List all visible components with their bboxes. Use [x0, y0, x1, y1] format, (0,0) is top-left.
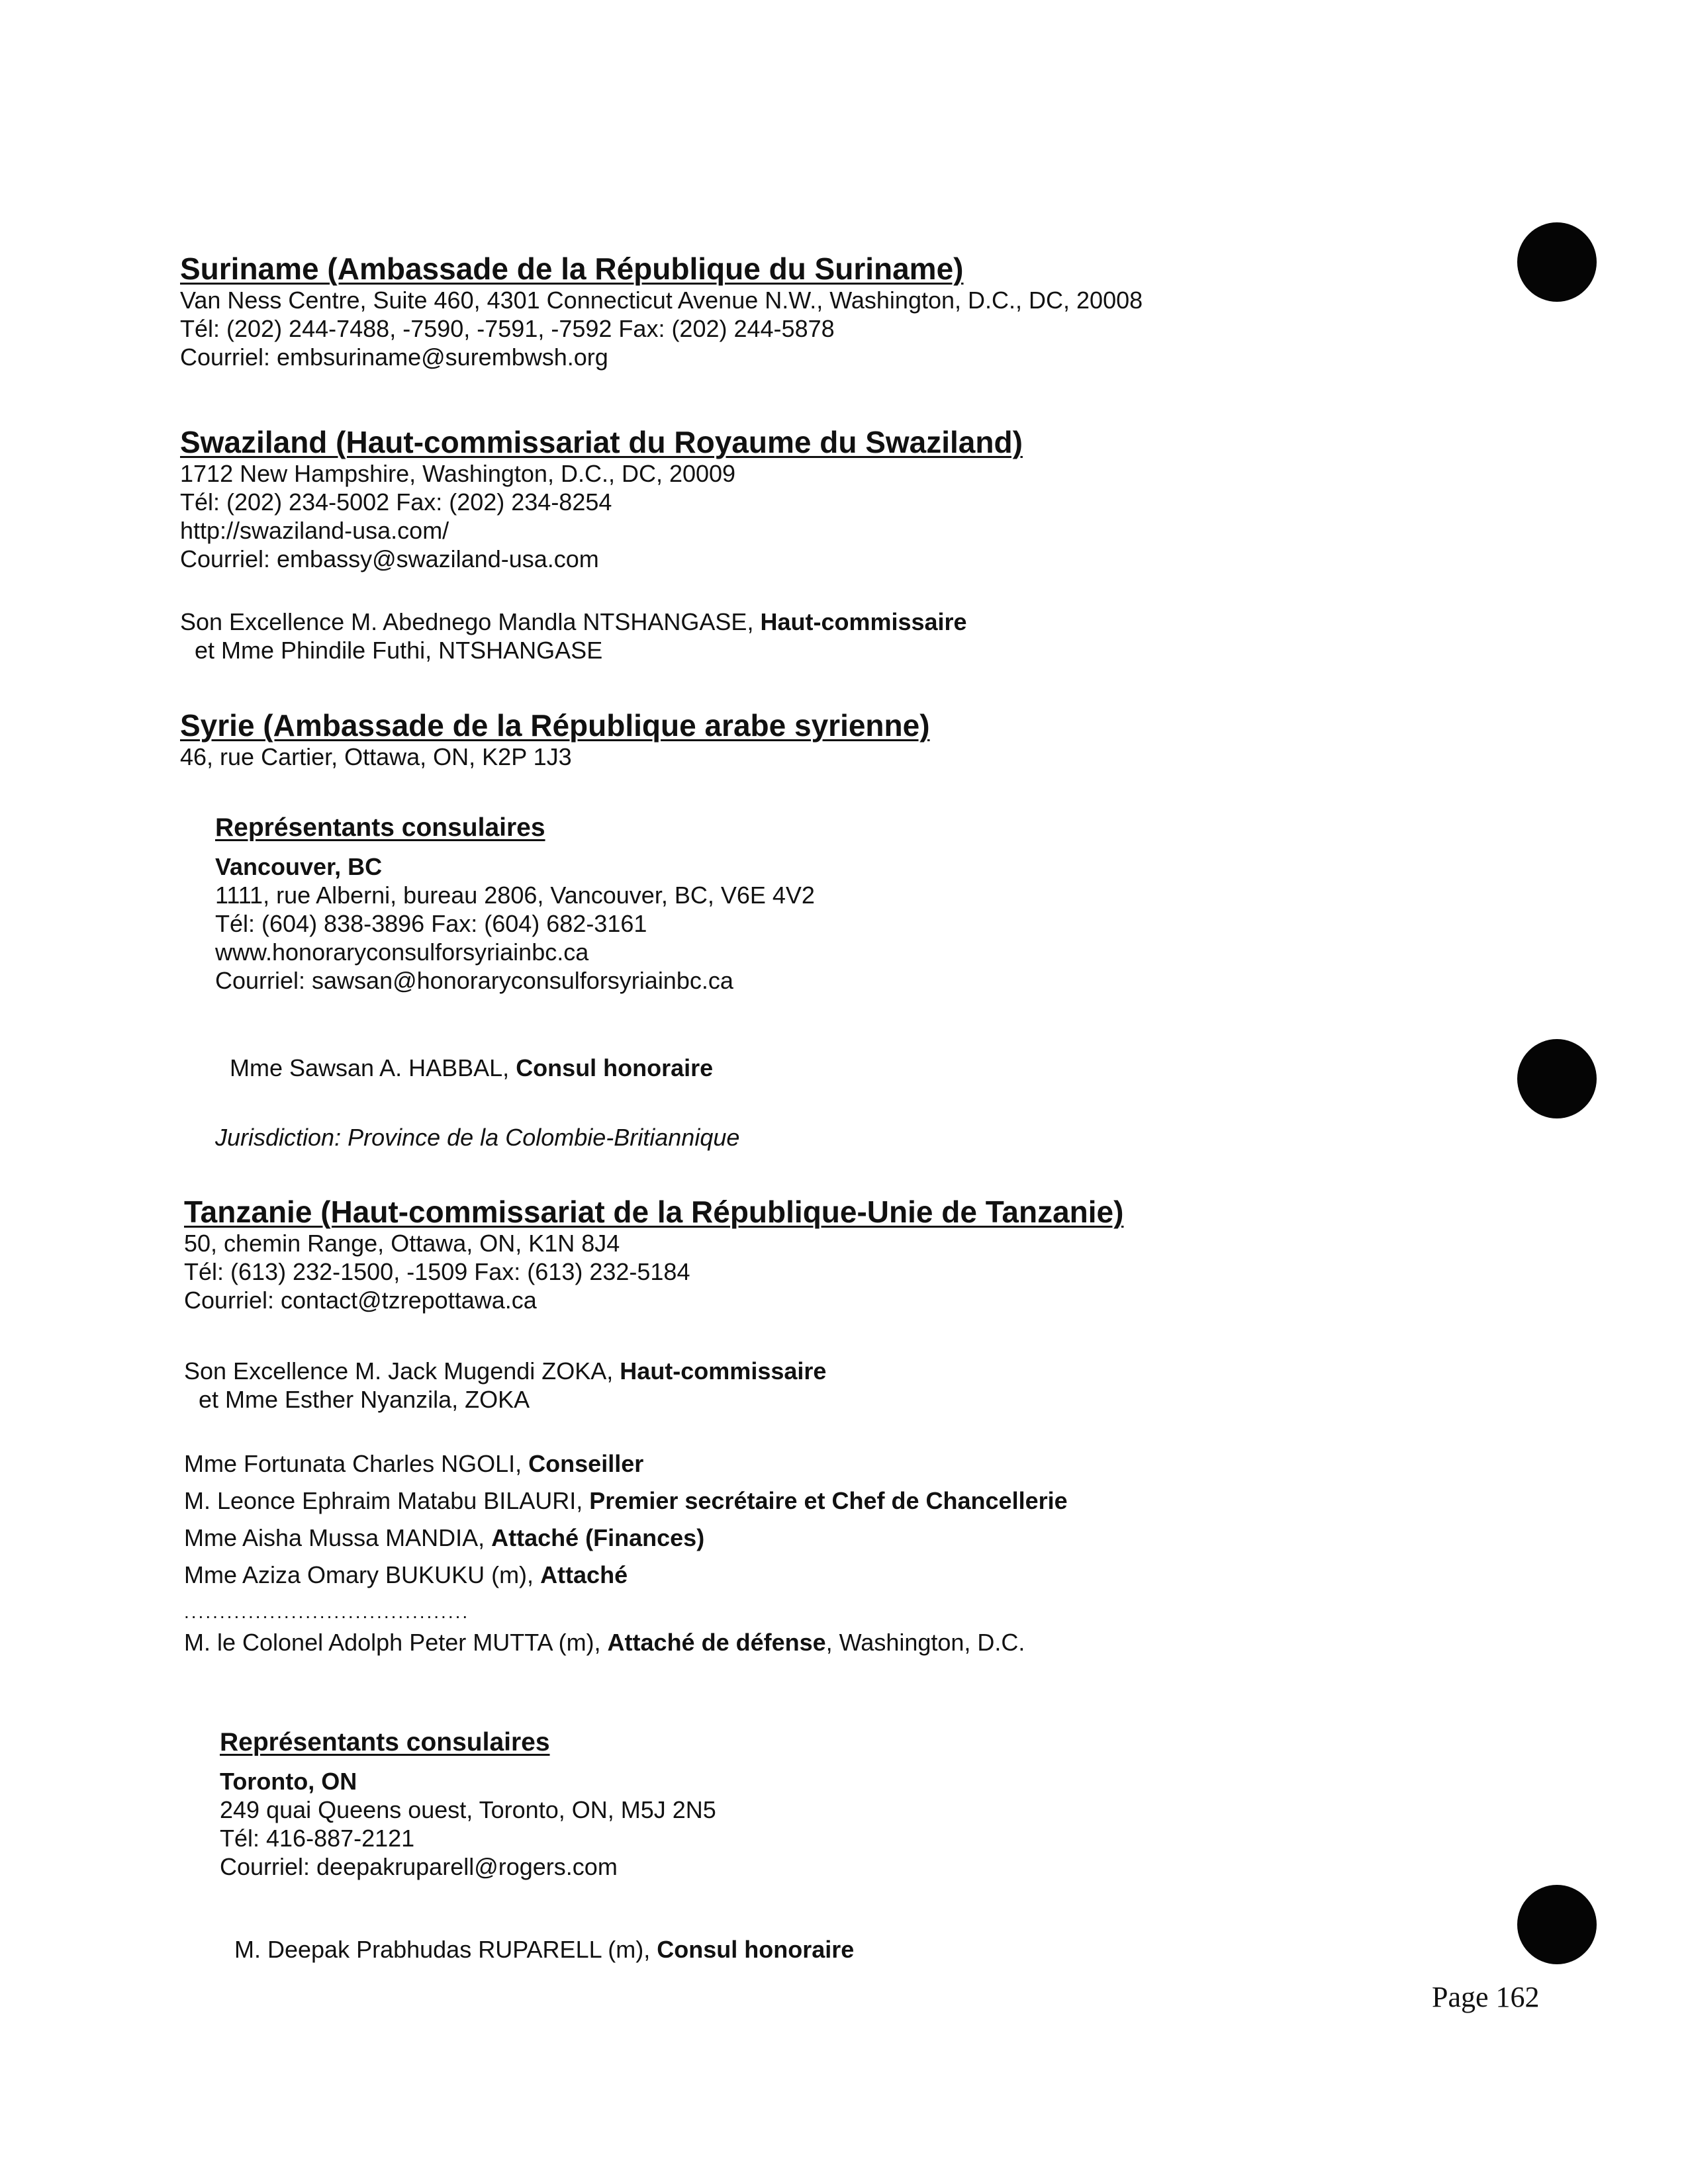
- person-title: Consul honoraire: [657, 1936, 855, 1963]
- syrie-consul: [230, 1054, 713, 1082]
- address-line: 1111, rue Alberni, bureau 2806, Vancouver, BC, V6E 4V2: [215, 882, 815, 909]
- phone-line: Tél: (613) 232-1500, -1509 Fax: (613) 232-5184: [184, 1258, 690, 1285]
- consular-heading: Représentants consulaires: [220, 1728, 550, 1756]
- syrie-jurisdiction: [215, 1123, 739, 1152]
- separator-dots: ........................................: [184, 1602, 470, 1622]
- person-name: M. Deepak Prabhudas RUPARELL (m),: [234, 1936, 657, 1963]
- person-name: M. le Colonel Adolph Peter MUTTA (m),: [184, 1629, 608, 1656]
- punch-hole-top: [1517, 222, 1597, 302]
- consular-city: Toronto, ON: [220, 1768, 357, 1795]
- entry-heading: Suriname (Ambassade de la République du Suriname): [180, 251, 964, 286]
- person-title: Conseiller: [528, 1450, 644, 1477]
- address-line: 50, chemin Range, Ottawa, ON, K1N 8J4: [184, 1230, 620, 1257]
- address-line: 46, rue Cartier, Ottawa, ON, K2P 1J3: [180, 743, 572, 770]
- person-name: Son Excellence M. Jack Mugendi ZOKA,: [184, 1357, 620, 1385]
- tanzanie-defense-attache: [184, 1628, 1025, 1657]
- swaziland-head-of-mission: [180, 608, 967, 664]
- consul-line: [234, 1935, 854, 1964]
- entry-suriname: [180, 251, 1143, 371]
- tanzanie-head-of-mission: [184, 1357, 826, 1414]
- person-title: Premier secrétaire et Chef de Chancellerie: [589, 1487, 1068, 1514]
- punch-hole-middle: [1517, 1039, 1597, 1118]
- phone-line: Tél: (202) 234-5002 Fax: (202) 234-8254: [180, 488, 612, 516]
- person-title: Haut-commissaire: [620, 1357, 827, 1385]
- person-name: Mme Aisha Mussa MANDIA,: [184, 1524, 492, 1551]
- entry-heading: Syrie (Ambassade de la République arabe syrienne): [180, 708, 930, 743]
- person-location: , Washington, D.C.: [825, 1629, 1025, 1656]
- staff-line: [184, 1486, 1068, 1515]
- person-title: Attaché: [540, 1561, 628, 1588]
- tanzanie-staff-list: [184, 1449, 1068, 1589]
- consular-city: Vancouver, BC: [215, 853, 383, 880]
- tanzanie-consular: [220, 1727, 716, 1881]
- entry-tanzanie: [184, 1195, 1123, 1314]
- person-title: Haut-commissaire: [760, 608, 967, 635]
- phone-line: Tél: (202) 244-7488, -7590, -7591, -7592 Fax: (202) 244-5878: [180, 315, 835, 342]
- email-line: Courriel: embassy@swaziland-usa.com: [180, 545, 599, 572]
- entry-heading: Swaziland (Haut-commissariat du Royaume du Swaziland): [180, 425, 1023, 459]
- syrie-consular: [215, 813, 815, 995]
- phone-line: Tél: (604) 838-3896 Fax: (604) 682-3161: [215, 910, 647, 937]
- spouse-line: et Mme Phindile Futhi, NTSHANGASE: [195, 637, 603, 664]
- email-line: Courriel: contact@tzrepottawa.ca: [184, 1287, 537, 1314]
- website-line: www.honoraryconsulforsyriainbc.ca: [215, 938, 589, 966]
- head-of-mission-line: [180, 608, 967, 636]
- consular-heading: Représentants consulaires: [215, 813, 545, 842]
- consul-line: [230, 1054, 713, 1082]
- staff-line: [184, 1561, 1068, 1589]
- email-line: Courriel: sawsan@honoraryconsulforsyriainbc.ca: [215, 967, 733, 994]
- page-number: Page 162: [1432, 1981, 1540, 2013]
- defense-attache-line: [184, 1628, 1025, 1657]
- address-line: 1712 New Hampshire, Washington, D.C., DC, 20009: [180, 460, 736, 487]
- staff-line: [184, 1449, 1068, 1478]
- entry-syrie: [180, 708, 930, 771]
- email-line: Courriel: embsuriname@surembwsh.org: [180, 343, 608, 371]
- person-name: M. Leonce Ephraim Matabu BILAURI,: [184, 1487, 590, 1514]
- phone-line: Tél: 416-887-2121: [220, 1825, 415, 1852]
- address-line: 249 quai Queens ouest, Toronto, ON, M5J 2N5: [220, 1796, 716, 1823]
- website-line: http://swaziland-usa.com/: [180, 517, 449, 544]
- jurisdiction-line: Jurisdiction: Province de la Colombie-Britiannique: [215, 1124, 740, 1151]
- person-title: Attaché de défense: [607, 1629, 826, 1656]
- person-name: Mme Aziza Omary BUKUKU (m),: [184, 1561, 541, 1588]
- person-title: Attaché (Finances): [491, 1524, 705, 1551]
- tanzanie-consul: [234, 1935, 854, 1964]
- person-title: Consul honoraire: [516, 1054, 714, 1081]
- person-name: Son Excellence M. Abednego Mandla NTSHANGASE,: [180, 608, 761, 635]
- address-line: Van Ness Centre, Suite 460, 4301 Connecticut Avenue N.W., Washington, D.C., DC, 20008: [180, 287, 1143, 314]
- spouse-line: et Mme Esther Nyanzila, ZOKA: [199, 1386, 530, 1413]
- punch-hole-bottom: [1517, 1885, 1597, 1964]
- person-name: Mme Sawsan A. HABBAL,: [230, 1054, 516, 1081]
- entry-heading: Tanzanie (Haut-commissariat de la République-Unie de Tanzanie): [184, 1195, 1124, 1229]
- head-of-mission-line: [184, 1357, 826, 1385]
- person-name: Mme Fortunata Charles NGOLI,: [184, 1450, 529, 1477]
- staff-line: [184, 1524, 1068, 1552]
- email-line: Courriel: deepakruparell@rogers.com: [220, 1853, 618, 1880]
- entry-swaziland: [180, 425, 1023, 573]
